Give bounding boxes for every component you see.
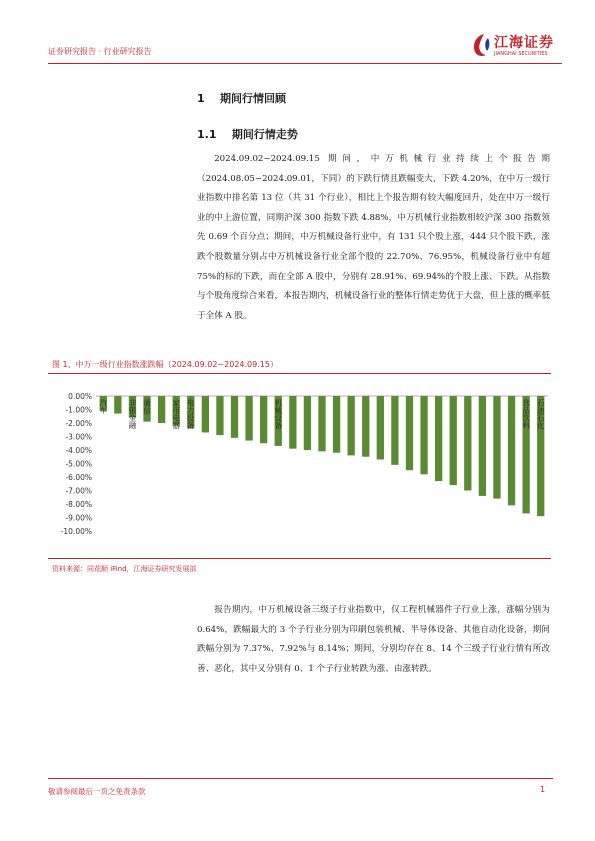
bar — [158, 396, 165, 423]
logo-emblem-icon — [470, 32, 492, 58]
y-tick-label: -2.00% — [65, 419, 92, 428]
category-label: 石油石化 — [536, 399, 546, 429]
category-label: 食品饮料 — [521, 399, 531, 429]
bar — [479, 396, 486, 496]
logo-name-cn: 江海证券 — [494, 35, 554, 51]
section-number: 1 — [197, 92, 205, 105]
category-label: 通信 — [142, 399, 152, 414]
subsection-heading — [197, 126, 298, 142]
y-tick-label: -10.00% — [60, 527, 92, 536]
y-axis-ticks — [61, 392, 92, 536]
category-label: 电力设备 — [186, 399, 196, 429]
bar — [362, 396, 369, 457]
y-tick-label: -7.00% — [65, 486, 92, 496]
category-label: 非银金融 — [127, 399, 137, 429]
company-logo — [470, 32, 570, 60]
section-title: 期间行情回顾 — [219, 92, 286, 105]
category-label: 汽车 — [98, 399, 108, 414]
bar — [289, 396, 296, 449]
bar-chart — [48, 380, 553, 555]
bar — [318, 396, 325, 451]
subsection-number: 1.1 — [197, 128, 217, 141]
bar — [245, 396, 252, 441]
bar — [377, 396, 384, 459]
footer-disclaimer: 敬请参阅最后一页之免责条款 — [48, 787, 146, 796]
y-tick-label: -1.00% — [65, 405, 92, 415]
category-label: 家用电器 — [171, 399, 181, 429]
figure-source: 资料来源：同花顺 iFind，江海证券研究发展部 — [52, 565, 197, 573]
header-left-text: 证券研究报告 · 行业研究报告 — [48, 47, 152, 56]
bar — [348, 396, 355, 455]
bar — [260, 396, 267, 443]
bar — [450, 396, 457, 485]
y-tick-label: -4.00% — [65, 446, 92, 455]
y-tick-label: -8.00% — [65, 500, 92, 509]
bar — [435, 396, 442, 481]
paragraph-text: 2024.09.02~2024.09.15 期间，中万机械行业持续上个报告期（2024.08.05~2024.09.01，下同）的下跌行情且跌幅变大，下跌 4.20%，在中万一级行业指数中排名第 13 位（共 31 个行业），相比上个报告期有较大幅度回升，处在中万一级行业的中上游位置，同期沪深 300 指数下跌 4.88%，中万机械行业指数相较沪深 300 指数领先 0.69 个百分点；期间，中万机械设备行业中，有 131 只个股上涨，444 只个股下跌，涨跌个股数量分别占中万机械设备行业全部个股的 22.70%、76.95%，机械设备行业中有超 75%的标的下跌，而在全部 A 股中，分别有 28.91%、69.94%的个股上涨、下跌。从指数与个股角度综合来看，本报告期内，机械设备行业的整体行情走势优于大盘，但上涨的概率低于全体 A 股。 — [197, 154, 550, 321]
subsection-title: 期间行情走势 — [231, 128, 298, 141]
figure-bottom-rule — [48, 558, 551, 559]
bar — [493, 396, 500, 499]
bar — [464, 396, 471, 491]
bar — [333, 396, 340, 453]
y-tick-label: -9.00% — [65, 513, 92, 523]
figure-title: 图 1、中万一级行业指数涨跌幅（2024.09.02~2024.09.15） — [52, 360, 278, 369]
figure-top-rule — [48, 373, 551, 374]
chart-bars — [100, 396, 545, 516]
y-tick-label: -6.00% — [65, 473, 92, 482]
body-paragraph-1 — [197, 150, 550, 326]
y-tick-label: 0.00% — [68, 392, 92, 401]
bar — [231, 396, 238, 438]
bar — [406, 396, 413, 470]
body-paragraph-2 — [197, 601, 550, 679]
bar — [391, 396, 398, 465]
y-tick-label: -5.00% — [65, 459, 92, 469]
bar — [202, 396, 209, 432]
footer-divider — [48, 778, 553, 779]
bar — [114, 396, 121, 414]
header-divider — [48, 63, 562, 64]
bar — [508, 396, 515, 505]
y-tick-label: -3.00% — [65, 432, 92, 442]
page-number: 1 — [540, 785, 546, 794]
paragraph-text: 报告期内，中万机械设备三级子行业指数中，仅工程机械器件子行业上涨，涨幅分别为 0.64%，跌幅最大的 3 个子行业分别为印刷包装机械、半导体设备、其他自动化设备，期间跌幅分别为 7.37%、7.92%与 8.14%；期间，分别均存在 8、14 个三级子行业行情有所改善、恶化，其中又分别有 0、1 个子行业转跌为涨、由涨转跌。 — [197, 605, 550, 674]
section-heading — [197, 90, 286, 106]
bar — [216, 396, 223, 435]
category-label: 机械设备 — [273, 399, 283, 429]
logo-name-en: JIANGHAI SECURITIES — [494, 51, 548, 57]
bar — [420, 396, 427, 474]
bar — [304, 396, 311, 450]
